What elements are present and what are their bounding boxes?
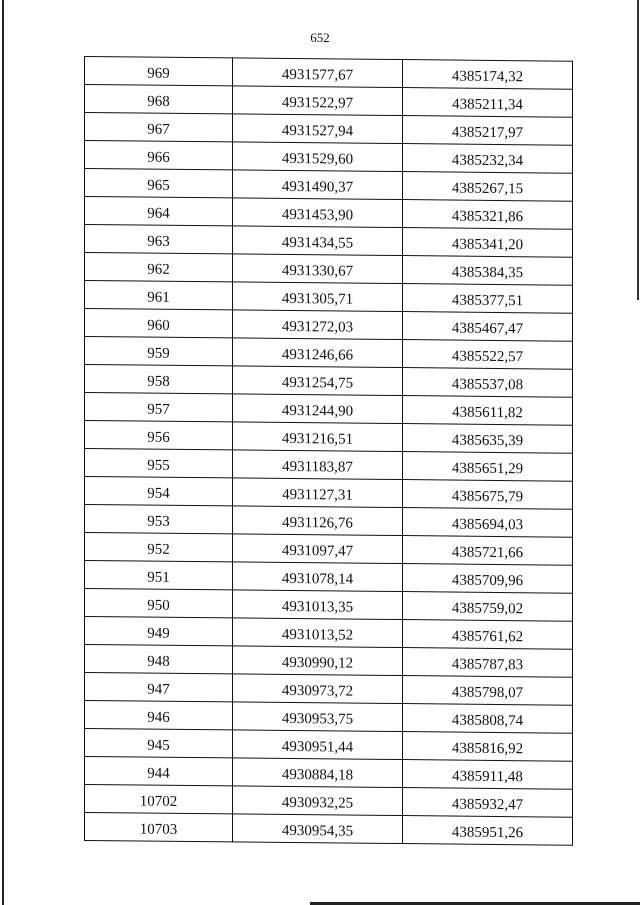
- y-coordinate-cell: [403, 788, 573, 818]
- point-number-cell-text: 964: [147, 205, 170, 222]
- y-coordinate-cell-text: 4385694,03: [451, 516, 524, 534]
- x-coordinate-cell: [233, 86, 403, 116]
- x-coordinate-cell: [233, 506, 403, 536]
- y-coordinate-cell: [403, 816, 573, 846]
- y-coordinate-cell-text: 4385721,66: [451, 544, 524, 562]
- y-coordinate-cell: [403, 424, 573, 454]
- x-coordinate-cell: [233, 702, 403, 732]
- point-number-cell: [85, 785, 233, 814]
- point-number-cell-text: 945: [147, 737, 170, 754]
- x-coordinate-cell: [233, 562, 403, 592]
- x-coordinate-cell: [233, 618, 403, 648]
- y-coordinate-cell: [403, 368, 573, 398]
- y-coordinate-cell-text: 4385808,74: [451, 712, 524, 730]
- y-coordinate-cell: [403, 648, 573, 678]
- point-number-cell: [85, 253, 233, 282]
- point-number-cell-text: 966: [147, 149, 170, 166]
- x-coordinate-cell: [233, 338, 403, 368]
- x-coordinate-cell-text: 4931330,67: [281, 262, 354, 280]
- x-coordinate-cell: [233, 534, 403, 564]
- y-coordinate-cell-text: 4385217,97: [451, 124, 524, 142]
- y-coordinate-cell-text: 4385267,15: [451, 180, 524, 198]
- point-number-cell-text: 949: [147, 625, 170, 642]
- x-coordinate-cell: [233, 730, 403, 760]
- x-coordinate-cell: [233, 450, 403, 480]
- x-coordinate-cell-text: 4930884,18: [281, 766, 354, 784]
- y-coordinate-cell-text: 4385911,48: [452, 768, 523, 786]
- coordinates-table-body: [85, 57, 573, 846]
- x-coordinate-cell: [233, 254, 403, 284]
- y-coordinate-cell: [403, 116, 573, 146]
- point-number-cell-text: 946: [147, 709, 170, 726]
- point-number-cell: [85, 337, 233, 366]
- point-number-cell: [85, 701, 233, 730]
- x-coordinate-cell-text: 4931272,03: [281, 318, 354, 336]
- x-coordinate-cell: [233, 590, 403, 620]
- point-number-cell-text: 10703: [139, 821, 178, 838]
- x-coordinate-cell: [233, 758, 403, 788]
- x-coordinate-cell-text: 4931246,66: [281, 346, 354, 364]
- y-coordinate-cell-text: 4385537,08: [451, 376, 524, 394]
- point-number-cell-text: 958: [147, 373, 170, 390]
- x-coordinate-cell: [233, 814, 403, 844]
- x-coordinate-cell: [233, 198, 403, 228]
- y-coordinate-cell: [403, 88, 573, 118]
- y-coordinate-cell-text: 4385377,51: [451, 292, 524, 310]
- point-number-cell: [85, 57, 233, 86]
- x-coordinate-cell: [233, 142, 403, 172]
- point-number-cell: [85, 729, 233, 758]
- y-coordinate-cell-text: 4385635,39: [451, 432, 524, 450]
- x-coordinate-cell-text: 4931078,14: [281, 570, 354, 588]
- y-coordinate-cell: [403, 620, 573, 650]
- x-coordinate-cell: [233, 646, 403, 676]
- y-coordinate-cell-text: 4385932,47: [451, 796, 524, 814]
- y-coordinate-cell: [403, 228, 573, 258]
- point-number-cell: [85, 281, 233, 310]
- y-coordinate-cell: [403, 536, 573, 566]
- point-number-cell: [85, 421, 233, 450]
- y-coordinate-cell-text: 4385951,26: [451, 824, 524, 842]
- y-coordinate-cell: [403, 172, 573, 202]
- x-coordinate-cell: [233, 366, 403, 396]
- y-coordinate-cell-text: 4385759,02: [451, 600, 524, 618]
- x-coordinate-cell-text: 4931527,94: [281, 122, 354, 140]
- point-number-cell: [85, 673, 233, 702]
- point-number-cell: [85, 225, 233, 254]
- point-number-cell: [85, 141, 233, 170]
- point-number-cell-text: 947: [147, 681, 170, 698]
- point-number-cell-text: 10702: [139, 793, 178, 810]
- x-coordinate-cell: [233, 478, 403, 508]
- x-coordinate-cell-text: 4931013,52: [281, 626, 354, 644]
- x-coordinate-cell-text: 4931216,51: [281, 430, 354, 448]
- x-coordinate-cell-text: 4931529,60: [281, 150, 354, 168]
- point-number-cell: [85, 197, 233, 226]
- x-coordinate-cell-text: 4931490,37: [281, 178, 354, 196]
- point-number-cell: [85, 757, 233, 786]
- x-coordinate-cell-text: 4931254,75: [281, 374, 354, 392]
- y-coordinate-cell: [403, 564, 573, 594]
- x-coordinate-cell-text: 4931127,31: [282, 486, 353, 504]
- y-coordinate-cell-text: 4385384,35: [451, 264, 524, 282]
- y-coordinate-cell-text: 4385816,92: [451, 740, 524, 758]
- y-coordinate-cell-text: 4385232,34: [451, 152, 524, 170]
- point-number-cell: [85, 561, 233, 590]
- y-coordinate-cell: [403, 676, 573, 706]
- y-coordinate-cell: [403, 284, 573, 314]
- point-number-cell-text: 951: [147, 569, 170, 586]
- point-number-cell-text: 952: [147, 541, 170, 558]
- x-coordinate-cell-text: 4930951,44: [281, 738, 354, 756]
- y-coordinate-cell-text: 4385321,86: [451, 208, 524, 226]
- point-number-cell-text: 969: [147, 65, 170, 82]
- point-number-cell: [85, 589, 233, 618]
- x-coordinate-cell: [233, 786, 403, 816]
- y-coordinate-cell-text: 4385174,32: [451, 68, 524, 86]
- point-number-cell-text: 967: [147, 121, 170, 138]
- point-number-cell-text: 959: [147, 345, 170, 362]
- point-number-cell-text: 960: [147, 317, 170, 334]
- y-coordinate-cell: [403, 760, 573, 790]
- x-coordinate-cell-text: 4931434,55: [281, 234, 354, 252]
- point-number-cell-text: 963: [147, 233, 170, 250]
- point-number-cell: [85, 505, 233, 534]
- x-coordinate-cell-text: 4931013,35: [281, 598, 354, 616]
- page-edge-left: [2, 0, 4, 905]
- point-number-cell: [85, 449, 233, 478]
- x-coordinate-cell-text: 4930990,12: [281, 654, 354, 672]
- y-coordinate-cell: [403, 452, 573, 482]
- point-number-cell-text: 954: [147, 485, 170, 502]
- point-number-cell-text: 957: [147, 401, 170, 418]
- x-coordinate-cell-text: 4931305,71: [281, 290, 354, 308]
- x-coordinate-cell-text: 4930954,35: [281, 822, 354, 840]
- y-coordinate-cell: [403, 704, 573, 734]
- point-number-cell: [85, 309, 233, 338]
- y-coordinate-cell: [403, 340, 573, 370]
- x-coordinate-cell-text: 4931577,67: [281, 66, 354, 84]
- point-number-cell-text: 968: [147, 93, 170, 110]
- y-coordinate-cell: [403, 480, 573, 510]
- x-coordinate-cell: [233, 422, 403, 452]
- x-coordinate-cell-text: 4931453,90: [281, 206, 354, 224]
- y-coordinate-cell-text: 4385675,79: [451, 488, 524, 506]
- point-number-cell: [85, 477, 233, 506]
- table-row: [85, 813, 573, 846]
- page-number: 652: [310, 30, 330, 45]
- y-coordinate-cell: [403, 732, 573, 762]
- y-coordinate-cell: [403, 312, 573, 342]
- point-number-cell: [85, 645, 233, 674]
- x-coordinate-cell-text: 4931522,97: [281, 94, 354, 112]
- point-number-cell-text: 961: [147, 289, 170, 306]
- x-coordinate-cell: [233, 114, 403, 144]
- y-coordinate-cell: [403, 60, 573, 90]
- coordinates-table: [84, 56, 573, 846]
- x-coordinate-cell: [233, 226, 403, 256]
- y-coordinate-cell-text: 4385211,34: [452, 96, 523, 114]
- point-number-cell: [85, 365, 233, 394]
- y-coordinate-cell-text: 4385798,07: [451, 684, 524, 702]
- y-coordinate-cell-text: 4385341,20: [451, 236, 524, 254]
- point-number-cell: [85, 85, 233, 114]
- point-number-cell-text: 965: [147, 177, 170, 194]
- point-number-cell-text: 962: [147, 261, 170, 278]
- point-number-cell: [85, 113, 233, 142]
- x-coordinate-cell-text: 4931126,76: [282, 514, 353, 532]
- point-number-cell: [85, 169, 233, 198]
- x-coordinate-cell: [233, 170, 403, 200]
- y-coordinate-cell-text: 4385611,82: [452, 404, 523, 422]
- y-coordinate-cell-text: 4385522,57: [451, 348, 524, 366]
- x-coordinate-cell: [233, 282, 403, 312]
- x-coordinate-cell-text: 4930953,75: [281, 710, 354, 728]
- y-coordinate-cell: [403, 396, 573, 426]
- y-coordinate-cell: [403, 200, 573, 230]
- point-number-cell-text: 944: [147, 765, 170, 782]
- x-coordinate-cell: [233, 394, 403, 424]
- point-number-cell: [85, 617, 233, 646]
- x-coordinate-cell-text: 4931244,90: [281, 402, 354, 420]
- point-number-cell-text: 950: [147, 597, 170, 614]
- point-number-cell-text: 956: [147, 429, 170, 446]
- x-coordinate-cell-text: 4930932,25: [281, 794, 354, 812]
- y-coordinate-cell: [403, 144, 573, 174]
- x-coordinate-cell: [233, 310, 403, 340]
- x-coordinate-cell: [233, 674, 403, 704]
- y-coordinate-cell-text: 4385787,83: [451, 656, 524, 674]
- point-number-cell: [85, 393, 233, 422]
- x-coordinate-cell: [233, 58, 403, 88]
- y-coordinate-cell: [403, 256, 573, 286]
- point-number-cell: [85, 533, 233, 562]
- point-number-cell-text: 948: [147, 653, 170, 670]
- y-coordinate-cell-text: 4385651,29: [451, 460, 524, 478]
- y-coordinate-cell: [403, 508, 573, 538]
- y-coordinate-cell-text: 4385467,47: [451, 320, 524, 338]
- point-number-cell: [85, 813, 233, 842]
- x-coordinate-cell-text: 4930973,72: [281, 682, 354, 700]
- x-coordinate-cell-text: 4931183,87: [282, 458, 353, 476]
- y-coordinate-cell: [403, 592, 573, 622]
- y-coordinate-cell-text: 4385761,62: [451, 628, 524, 646]
- point-number-cell-text: 953: [147, 513, 170, 530]
- x-coordinate-cell-text: 4931097,47: [281, 542, 354, 560]
- y-coordinate-cell-text: 4385709,96: [451, 572, 524, 590]
- point-number-cell-text: 955: [147, 457, 170, 474]
